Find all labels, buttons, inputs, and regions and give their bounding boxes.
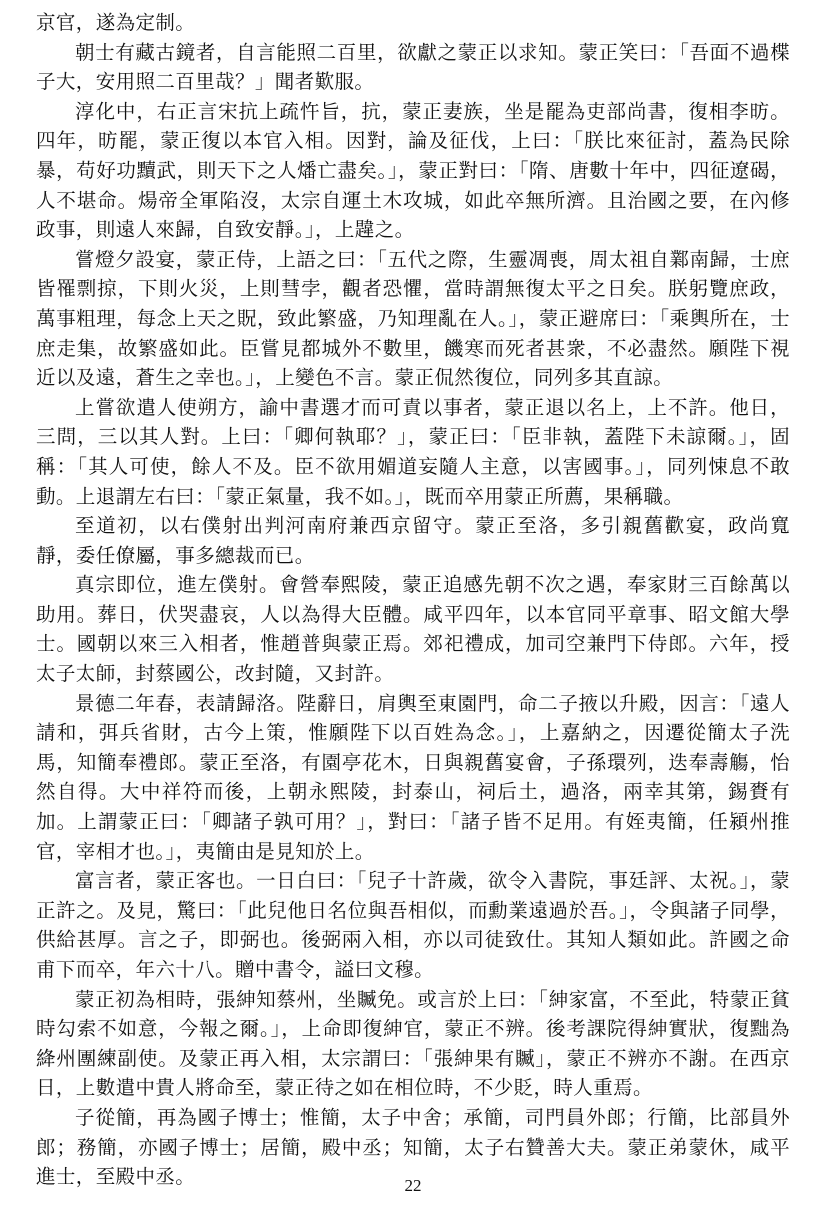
page-number: 22 (404, 1176, 422, 1195)
paragraph: 蒙正初為相時，張紳知蔡州，坐贓免。或言於上曰：「紳家富，不至此，特蒙正貧時勾索不如意，今報之爾。」，上命即復紳官，蒙正不辨。後考課院得紳實狀，復黜為絳州團練副使。及蒙正再入相，太宗謂曰：「張紳果有贓」，蒙正不辨亦不謝。在西京日，上數遣中貴人將命至，蒙正待之如在相位時，不少貶，時人重焉。 (36, 987, 790, 1100)
paragraph: 上嘗欲遣人使朔方，諭中書選才而可責以事者，蒙正退以名上，上不許。他日，三問，三以其人對。上曰：「卿何執耶？」，蒙正曰：「臣非執，蓋陛下未諒爾。」，固稱：「其人可使，餘人不及。臣不欲用媚道妄隨人主意，以害國事。」，同列悚息不敢動。上退謂左右曰：「蒙正氣量，我不如。」，既而卒用蒙正所薦，果稱職。 (36, 395, 790, 508)
paragraph: 朝士有藏古鏡者，自言能照二百里，欲獻之蒙正以求知。蒙正笑曰：「吾面不過楪子大，安用照二百里哉？」聞者歎服。 (36, 40, 790, 94)
paragraph: 嘗燈夕設宴，蒙正侍，上語之曰：「五代之際，生靈凋喪，周太祖自鄴南歸，士庶皆罹剽掠，下則火災，上則彗孛，觀者恐懼，當時謂無復太平之日矣。朕躬覽庶政，萬事粗理，每念上天之貺，致此繁盛，乃知理亂在人。」，蒙正避席曰：「乘輿所在，士庶走集，故繁盛如此。臣嘗見都城外不數里，饑寒而死者甚衆，不必盡然。願陛下視近以及遠，蒼生之幸也。」，上變色不言。蒙正侃然復位，同列多其直諒。 (36, 247, 790, 390)
paragraph: 京官，遂為定制。 (36, 11, 196, 34)
paragraph: 子從簡，再為國子博士；惟簡，太子中舍；承簡，司門員外郎；行簡，比部員外郎；務簡，亦國子博士；居簡，殿中丞；知簡，太子右贊善大夫。蒙正弟蒙休，咸平進士，至殿中丞。 (36, 1105, 790, 1189)
paragraph: 至道初，以右僕射出判河南府兼西京留守。蒙正至洛，多引親舊歡宴，政尚寬靜，委任僚屬，事多總裁而已。 (36, 514, 790, 567)
paragraph: 真宗即位，進左僕射。會營奉熙陵，蒙正追感先朝不次之遇，奉家財三百餘萬以助用。葬日，伏哭盡哀，人以為得大臣體。咸平四年，以本官同平章事、昭文館大學士。國朝以來三入相者，惟趙普與蒙正焉。郊祀禮成，加司空兼門下侍郎。六年，授太子太師，封蔡國公，改封隨，又封許。 (36, 573, 790, 686)
paragraph: 景德二年春，表請歸洛。陛辭日，肩輿至東園門，命二子掖以升殿，因言：「遠人請和，弭兵省財，古今上策，惟願陛下以百姓為念。」，上嘉納之，因遷從簡太子洗馬，知簡奉禮郎。蒙正至洛，有園亭花木，日與親舊宴會，子孫環列，迭奉壽觴，怡然自得。大中祥符而後，上朝永熙陵，封泰山，祠后土，過洛，兩幸其第，錫賚有加。上謂蒙正曰：「卿諸子孰可用？」，對曰：「諸子皆不足用。有姪夷簡，任潁州推官，宰相才也。」，夷簡由是見知於上。 (36, 691, 790, 863)
paragraph: 富言者，蒙正客也。一日白曰：「兒子十許歲，欲令入書院，事廷評、太祝。」，蒙正許之。及見，驚曰：「此兒他日名位與吾相似，而勳業遠過於吾。」，令與諸子同學，供給甚厚。言之子，即弼也。後弼兩入相，亦以司徒致仕。其知人類如此。許國之命甫下而卒，年六十八。贈中書令，謚曰文穆。 (36, 869, 790, 981)
body-text (36, 8, 790, 1192)
paragraph: 淳化中，右正言宋抗上疏忤旨，抗，蒙正妻族，坐是罷為吏部尚書，復相李昉。四年，昉罷，蒙正復以本官入相。因對，論及征伐，上曰：「朕比來征討，蓋為民除暴，苟好功黷武，則天下之人燔亡盡矣。」，蒙正對曰：「隋、唐數十年中，四征遼碣，人不堪命。煬帝全軍陷沒，太宗自運土木攻城，如此卒無所濟。且治國之要，在內修政事，則遠人來歸，自致安靜。」，上韙之。 (36, 99, 790, 242)
